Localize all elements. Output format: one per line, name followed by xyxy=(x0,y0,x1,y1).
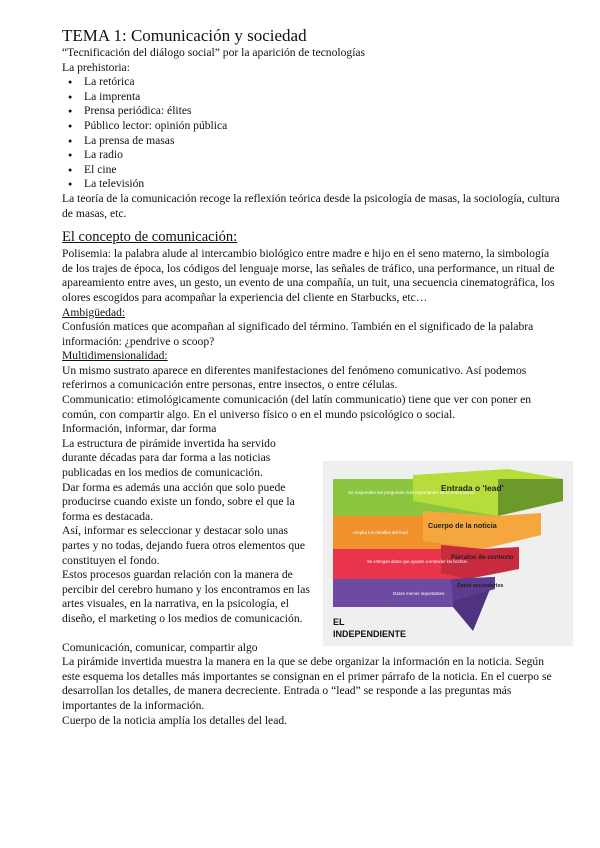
page-title: TEMA 1: Comunicación y sociedad xyxy=(62,26,307,45)
layer3-desc: Se entregan datos que ayuden a entender los hechos. xyxy=(367,559,468,564)
list-item: ● La televisión xyxy=(84,177,562,192)
list-item: ● La prensa de masas xyxy=(84,134,562,149)
layer1-label: Entrada o 'lead' xyxy=(441,483,504,493)
logo-line2: INDEPENDIENTE xyxy=(333,629,407,639)
list-item: ● La retórica xyxy=(84,75,562,90)
share-heading: Comunicación, comunicar, compartir algo xyxy=(62,640,258,654)
ambiguedad-label: Ambigüedad: xyxy=(62,305,126,319)
ambiguedad-text: Confusión matices que acompañan al significado del término. También en el significado de la palabra información: ¿pendrive o scoop? xyxy=(62,320,534,348)
column-paragraph: Así, informar es seleccionar y destacar solo unas partes y no todas, dejando fuera otros elementos que constituyen el fondo. xyxy=(62,524,306,567)
layer2-label-band xyxy=(423,511,541,549)
list-item: ● El cine xyxy=(84,163,562,178)
text-column xyxy=(62,437,310,627)
logo-line1: EL xyxy=(333,617,345,627)
final-paragraph: La pirámide invertida muestra la manera en la que se debe organizar la información en la noticia. Según este esquema los detalles más importantes se consignan en el primer párrafo de la noticia. En el cuerpo se desarrollan los detalles, de manera decreciente. Entrada o “lead” se responde a las preguntas más importantes de la información. xyxy=(62,655,552,712)
list-item: ● Público lector: opinión pública xyxy=(84,119,562,134)
intro-text: “Tecnificación del diálogo social” por la aparición de tecnologías xyxy=(62,46,366,59)
layer4-desc: Datos menos importantes. xyxy=(393,591,446,596)
column-paragraph: Dar forma es además una acción que solo puede producirse cuando existe un fondo, sobre el que la forma es destacada. xyxy=(62,480,295,523)
final-paragraph: Cuerpo de la noticia amplía los detalles del lead. xyxy=(62,713,288,727)
pyramid-graphic xyxy=(323,461,573,646)
theory-text: La teoría de la comunicación recoge la reflexión teórica desde la psicología de masas, la sociología, cultura de masas, etc. xyxy=(62,191,560,220)
column-paragraph: La estructura de pirámide invertida ha servido durante décadas para dar forma a las noticias publicadas en los medios de comunicación. xyxy=(62,436,276,480)
layer3-label: Párrafos de contexto xyxy=(451,554,514,561)
concept-heading: El concepto de comunicación: xyxy=(62,229,238,246)
list-item: ● La imprenta xyxy=(84,90,562,105)
polisemia-text: Polisemia: la palabra alude al intercambio biológico entre madre e hijo en el seno materno, la simbología de los trajes de época, los códigos del lenguaje morse, las señales de tráfico, una performance, un ritual de apareamiento entre aves, un gesto, un evento de una compañía, un tuit, una secuencia cinematográfica, los olores escogidos para acompañar la experiencia del cliente en Starbucks, etc… xyxy=(62,247,555,304)
list-item: ● La radio xyxy=(84,148,562,163)
prehistory-label: La prehistoria: xyxy=(62,60,130,74)
multi-label: Multidimensionalidad: xyxy=(62,349,168,363)
informar-heading: Información, informar, dar forma xyxy=(62,422,217,436)
layer1-side xyxy=(498,479,563,516)
column-paragraph: Estos procesos guardan relación con la manera de percibir del cerebro humano y los encontramos en las artes visuales, en la narrativa, en la psicología, el diseño, el marketing o los medios de comunicación. xyxy=(62,568,310,625)
communicatio-text: Communicatio: etimológicamente comunicación (del latín communicatio) tiene que ver con poner en común, con compartir algo. En el universo físico o en el mundo psicológico o social. xyxy=(62,393,532,421)
layer4-label: Datos secundarios xyxy=(457,583,504,589)
prehistory-list xyxy=(62,75,562,192)
list-item: ● Prensa periódica: élites xyxy=(84,104,562,119)
multi-text: Un mismo sustrato aparece en diferentes manifestaciones del fenómeno comunicativo. Así podemos referirnos a comunicación entre personas, entre insectos, o entre células. xyxy=(62,363,527,392)
inverted-pyramid-figure xyxy=(323,461,573,646)
layer1-desc: Se responden las preguntas más importantes de la información. xyxy=(348,490,476,495)
layer2-desc: Amplía los detalles del lead. xyxy=(353,530,410,535)
layer2-label: Cuerpo de la noticia xyxy=(428,521,497,530)
